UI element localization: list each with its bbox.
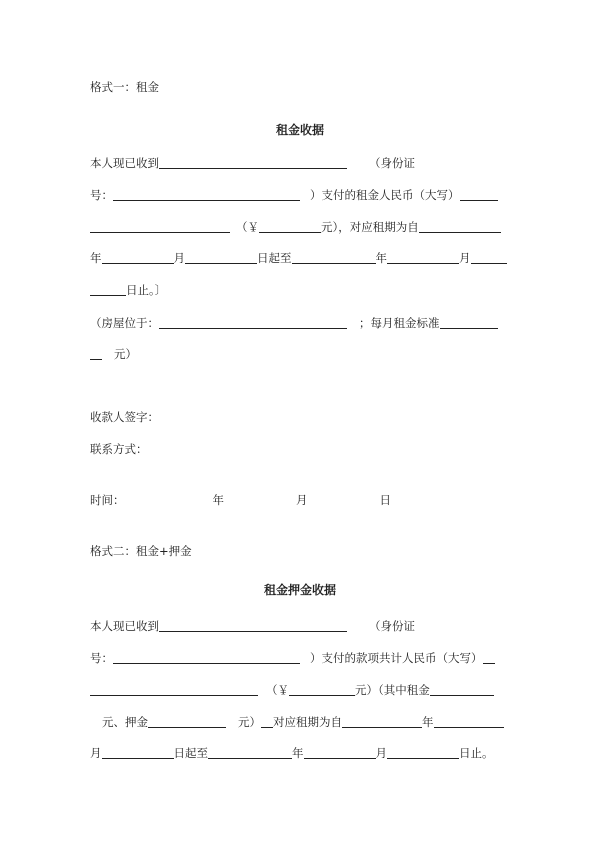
blank-field[interactable] xyxy=(460,188,498,201)
text: ）支付的款项共计人民币（大写） xyxy=(310,651,483,665)
text: 月 xyxy=(459,251,471,265)
blank-field[interactable] xyxy=(102,746,174,759)
blank-field[interactable] xyxy=(289,683,355,696)
time-label: 时间： xyxy=(90,493,125,507)
text: 日起至 xyxy=(257,251,292,265)
blank-field[interactable] xyxy=(342,715,422,728)
text: 本人现已收到 xyxy=(90,156,159,170)
format1-line-4 xyxy=(90,250,507,266)
blank-field[interactable] xyxy=(90,347,102,360)
time-year: 年 xyxy=(212,493,224,507)
text: 月 xyxy=(90,746,102,760)
blank-field[interactable] xyxy=(148,715,226,728)
blank-field[interactable] xyxy=(159,619,347,632)
text: （房屋位于： xyxy=(90,316,159,330)
blank-field[interactable] xyxy=(102,251,174,264)
text: 年 xyxy=(375,251,387,265)
text: 本人现已收到 xyxy=(90,619,159,633)
text: （身份证 xyxy=(369,156,415,170)
time-line xyxy=(90,492,391,508)
text: 元、押金 xyxy=(102,715,148,729)
format2-line-4 xyxy=(90,714,504,730)
text: 年 xyxy=(90,251,102,265)
text: 日止。 xyxy=(459,746,494,760)
time-day: 日 xyxy=(379,493,391,507)
blank-field[interactable] xyxy=(387,251,459,264)
blank-field[interactable] xyxy=(304,746,376,759)
blank-field[interactable] xyxy=(471,251,507,264)
text: 年 xyxy=(422,715,434,729)
text: 对应租期为自 xyxy=(273,715,342,729)
format1-line-5 xyxy=(90,282,166,298)
text: 元） xyxy=(114,347,137,361)
format1-line-7 xyxy=(90,346,137,362)
blank-field[interactable] xyxy=(208,746,292,759)
format1-line-6 xyxy=(90,315,498,331)
blank-field[interactable] xyxy=(483,651,495,664)
format1-line-3 xyxy=(90,219,501,235)
payee-signature-label: 收款人签字： xyxy=(90,410,159,424)
text: 元）（其中租金 xyxy=(355,683,430,697)
blank-field[interactable] xyxy=(261,715,273,728)
blank-field[interactable] xyxy=(159,316,347,329)
time-month: 月 xyxy=(296,493,308,507)
blank-field[interactable] xyxy=(440,316,498,329)
blank-field[interactable] xyxy=(90,283,126,296)
text: （￥ xyxy=(236,220,259,234)
text: 号： xyxy=(90,188,113,202)
blank-field[interactable] xyxy=(259,220,321,233)
text: 号： xyxy=(90,651,113,665)
blank-field[interactable] xyxy=(113,651,300,664)
text: 年 xyxy=(292,746,304,760)
text: ）支付的租金人民币（大写） xyxy=(310,188,460,202)
text: （￥ xyxy=(266,683,289,697)
blank-field[interactable] xyxy=(292,251,376,264)
format1-heading: 格式一：租金 xyxy=(90,80,159,94)
format2-line-2 xyxy=(90,650,495,666)
text: 日起至 xyxy=(173,746,208,760)
blank-field[interactable] xyxy=(430,683,494,696)
blank-field[interactable] xyxy=(387,746,459,759)
format2-title: 租金押金收据 xyxy=(263,583,336,597)
format2-line-3 xyxy=(90,682,494,698)
format2-line-5 xyxy=(90,745,494,761)
text: （身份证 xyxy=(369,619,415,633)
text: 月 xyxy=(375,746,387,760)
blank-field[interactable] xyxy=(419,220,501,233)
format2-heading: 格式二：租金+押金 xyxy=(90,544,192,558)
contact-label: 联系方式： xyxy=(90,442,148,456)
blank-field[interactable] xyxy=(159,156,347,169)
blank-field[interactable] xyxy=(90,220,230,233)
blank-field[interactable] xyxy=(113,188,300,201)
format2-line-1 xyxy=(90,618,415,634)
format1-title: 租金收据 xyxy=(275,123,324,137)
text: 元），对应租期为自 xyxy=(321,220,419,234)
blank-field[interactable] xyxy=(434,715,504,728)
format1-line-2 xyxy=(90,187,498,203)
blank-field[interactable] xyxy=(90,683,258,696)
text: 日止。〕 xyxy=(126,283,167,297)
format1-line-1 xyxy=(90,155,415,171)
text: ；每月租金标准 xyxy=(359,316,440,330)
blank-field[interactable] xyxy=(185,251,257,264)
text: 月 xyxy=(173,251,185,265)
text: 元） xyxy=(238,715,261,729)
